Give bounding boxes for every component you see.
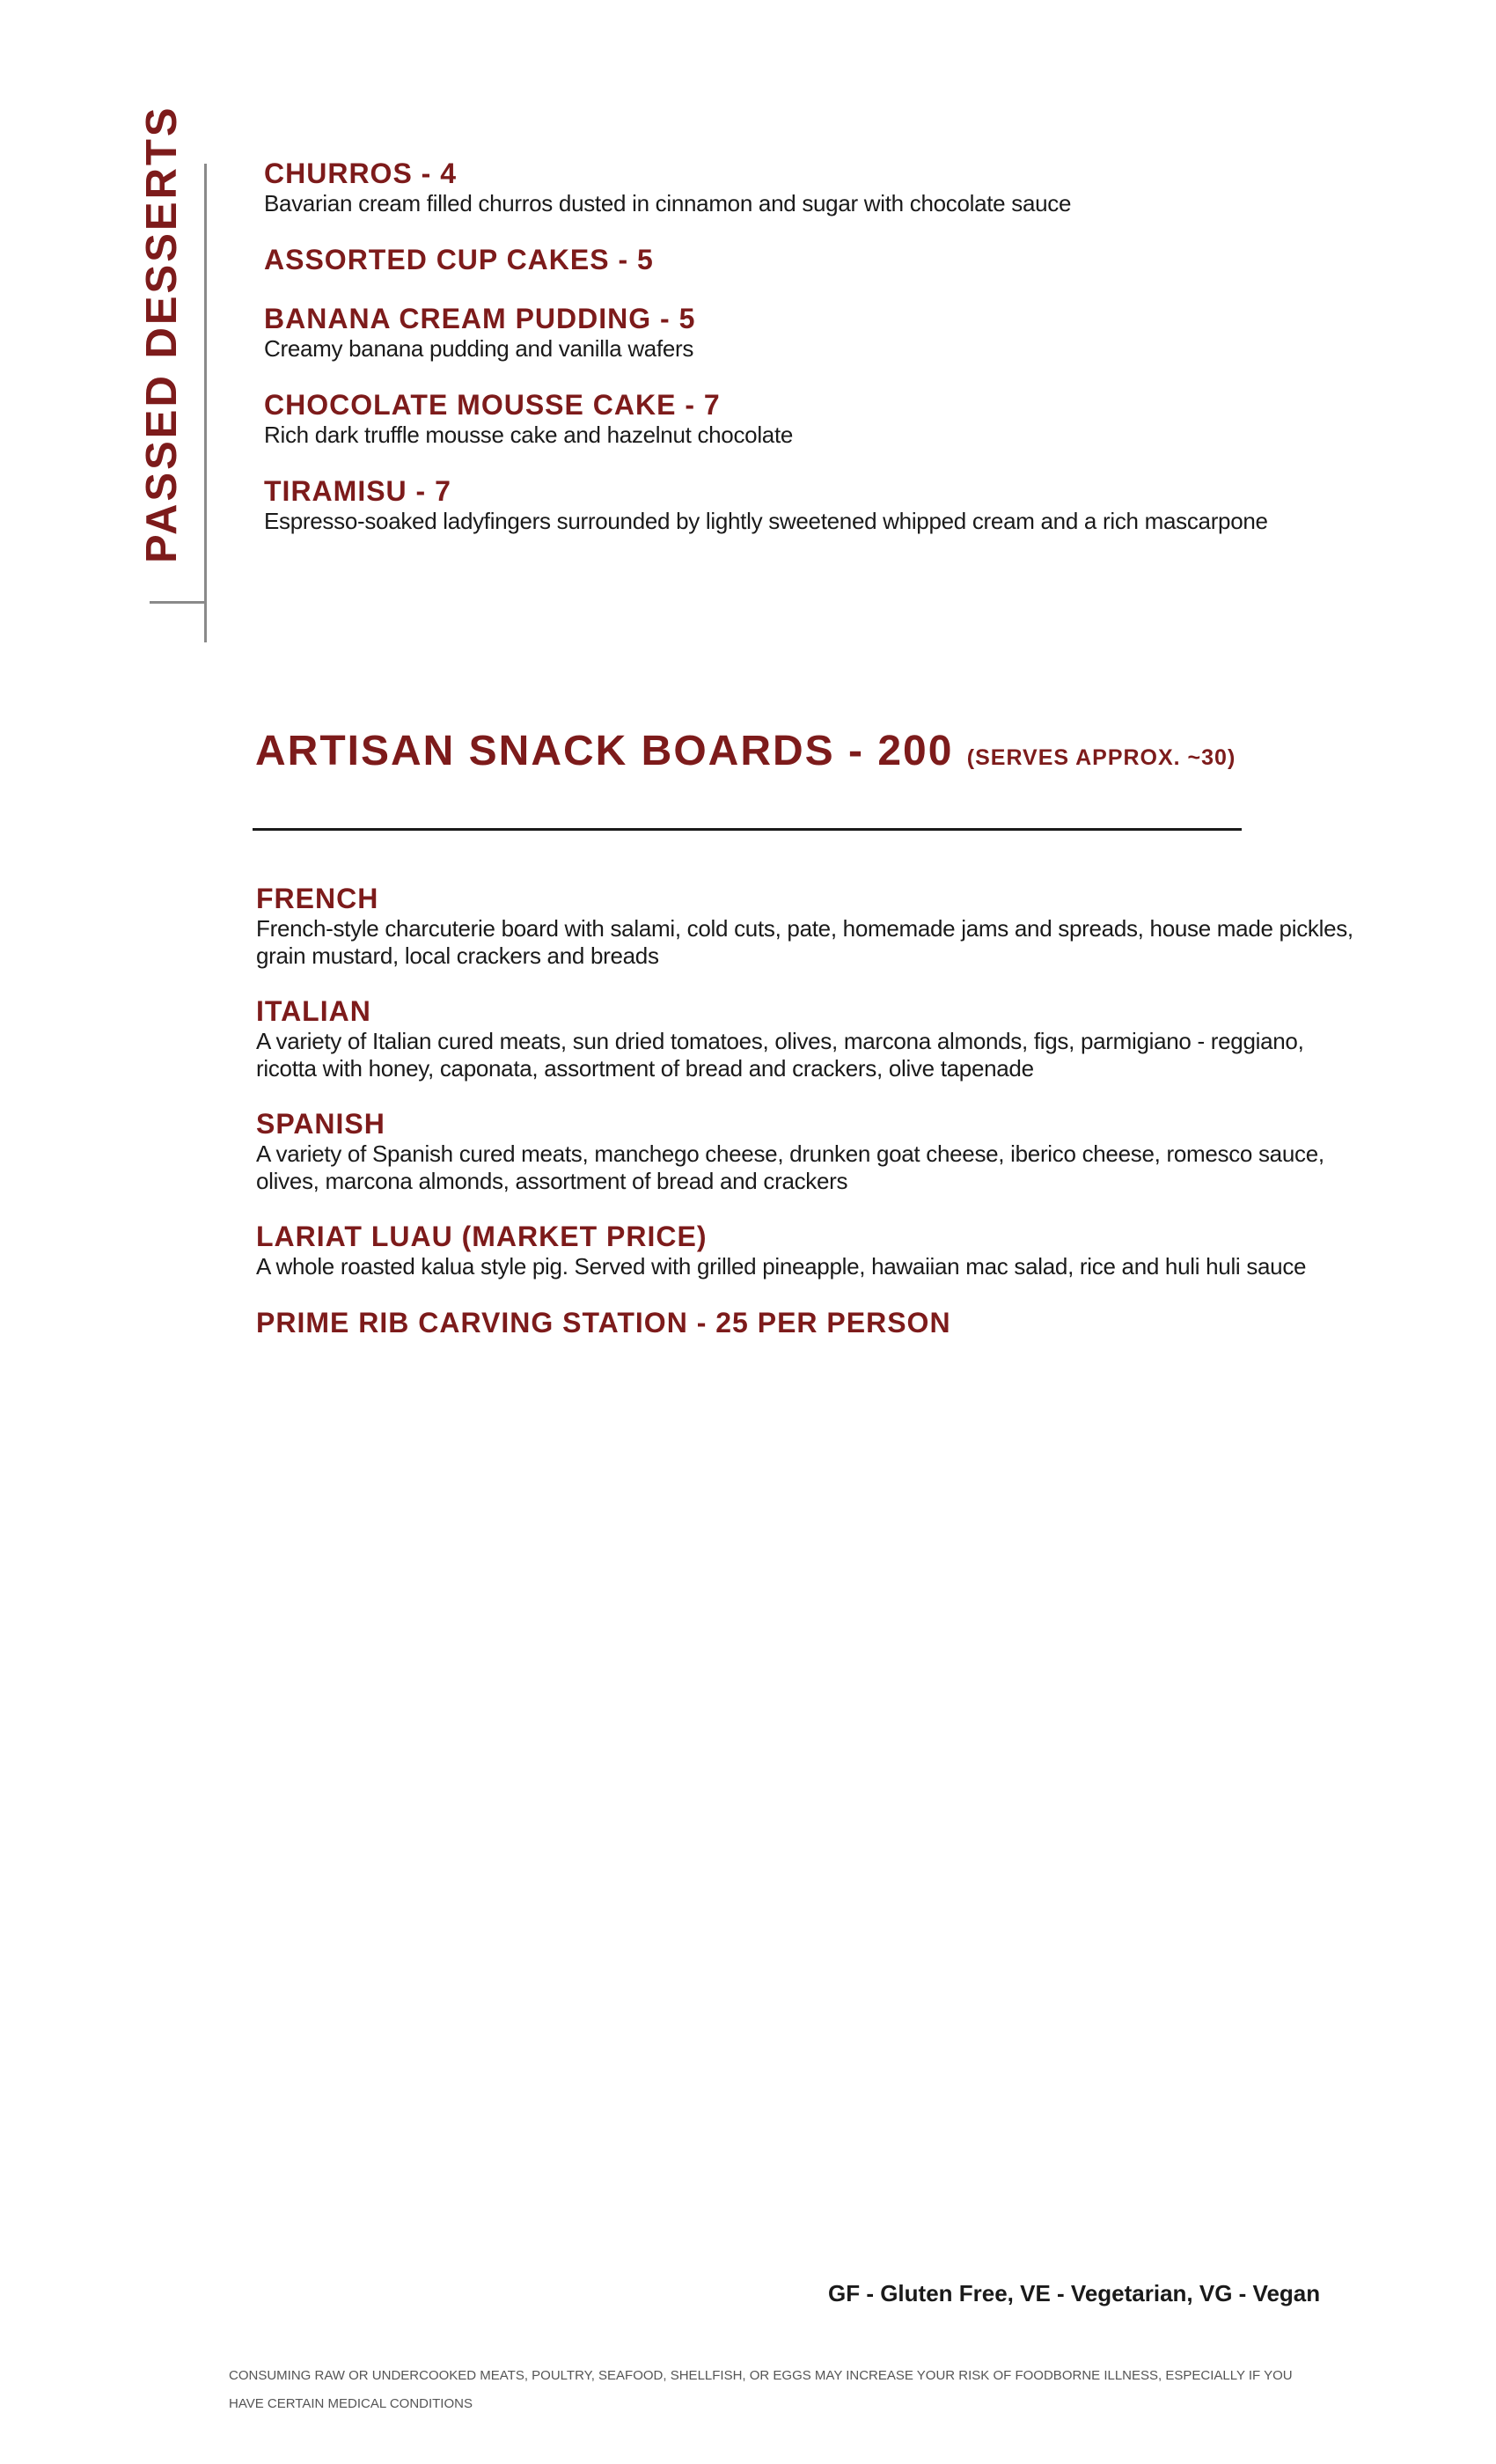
menu-item-description: Rich dark truffle mousse cake and hazelnut chocolate [264,422,794,448]
menu-item [264,302,1408,388]
menu-item [256,1220,1356,1306]
menu-item [264,157,1408,243]
menu-item [264,474,1408,561]
menu-item-description: A variety of Spanish cured meats, manchego cheese, drunken goat cheese, iberico cheese, romesco sauce, olives, marcona almonds, assortment of bread and crackers [256,1140,1324,1194]
menu-item-title: SPANISH [256,1108,385,1140]
menu-item-description: French-style charcuterie board with salami, cold cuts, pate, homemade jams and spreads, house made pickles, grain mustard, local crackers and breads [256,915,1353,969]
menu-item [256,1306,1356,1339]
section-divider-horizontal [253,828,1242,831]
menu-item [264,243,1408,302]
menu-item-description: Bavarian cream filled churros dusted in cinnamon and sugar with chocolate sauce [264,190,1072,216]
snack-boards-serves: (SERVES APPROX. ~30) [966,745,1236,770]
menu-item-title: TIRAMISU - 7 [264,475,451,507]
passed-desserts-list [264,157,1408,561]
snack-boards-heading [255,727,1236,775]
section-divider-vertical [204,164,207,642]
menu-item-description: Creamy banana pudding and vanilla wafers [264,335,694,362]
menu-item-description: A whole roasted kalua style pig. Served with grilled pineapple, hawaiian mac salad, rice and huli huli sauce [256,1253,1307,1280]
menu-item-title: CHURROS - 4 [264,158,458,189]
menu-item-description: A variety of Italian cured meats, sun dried tomatoes, olives, marcona almonds, figs, parmigiano - reggiano, ricotta with honey, caponata, assortment of bread and crackers, olive tapenade [256,1028,1304,1082]
menu-item-title: PRIME RIB CARVING STATION - 25 PER PERSON [256,1307,951,1338]
dietary-legend: GF - Gluten Free, VE - Vegetarian, VG - Vegan [828,2280,1321,2306]
menu-item-title: ASSORTED CUP CAKES - 5 [264,244,654,275]
menu-item-title: LARIAT LUAU (MARKET PRICE) [256,1221,708,1252]
menu-item [256,1107,1356,1220]
health-disclaimer: CONSUMING RAW OR UNDERCOOKED MEATS, POULTRY, SEAFOOD, SHELLFISH, OR EGGS MAY INCREASE YOUR RISK OF FOODBORNE ILLNESS, ESPECIALLY IF YOU HAVE CERTAIN MEDICAL CONDITIONS [229,2368,1293,2411]
menu-item-description: Espresso-soaked ladyfingers surrounded by lightly sweetened whipped cream and a rich mascarpone [264,508,1268,534]
snack-boards-title: ARTISAN SNACK BOARDS - 200 [255,728,954,774]
menu-item-title: ITALIAN [256,995,371,1027]
snack-boards-list [256,882,1356,1339]
menu-item [264,388,1408,474]
passed-desserts-heading: PASSED DESSERTS [138,105,186,563]
section-divider-tick [150,601,206,604]
menu-item-title: BANANA CREAM PUDDING - 5 [264,303,696,334]
menu-item [256,994,1356,1107]
menu-item-title: CHOCOLATE MOUSSE CAKE - 7 [264,389,721,421]
menu-item-title: FRENCH [256,883,379,914]
menu-item [256,882,1356,994]
